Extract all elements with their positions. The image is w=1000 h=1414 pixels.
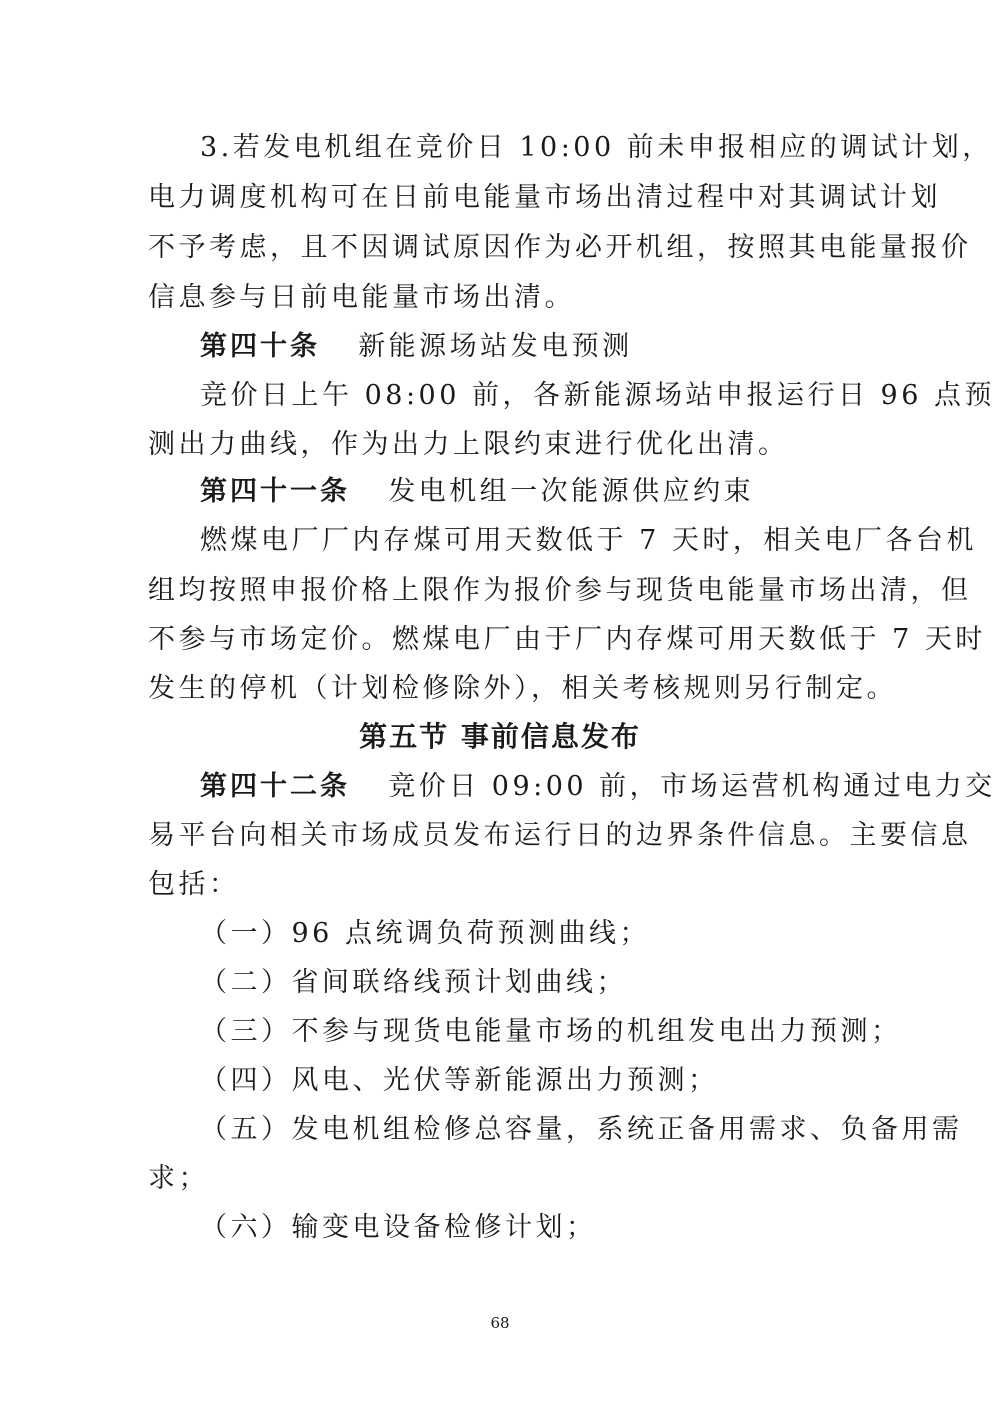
list-item: （一）96 点统调负荷预测曲线； — [200, 918, 650, 949]
paragraph-line: 组均按照申报价格上限作为报价参与现货电能量市场出清，但 — [148, 575, 972, 606]
article-title: 新能源场站发电预测 — [358, 331, 633, 362]
section-heading: 第五节 事前信息发布 — [359, 720, 641, 753]
paragraph-line: 易平台向相关市场成员发布运行日的边界条件信息。主要信息 — [148, 820, 972, 851]
list-item: （二）省间联络线预计划曲线； — [200, 967, 627, 998]
paragraph-line: 3.若发电机组在竞价日 10:00 前未申报相应的调试计划， — [200, 132, 993, 163]
article-label: 第四十条 — [200, 331, 320, 362]
paragraph-line: 发生的停机（计划检修除外），相关考核规则另行制定。 — [148, 673, 897, 704]
list-item: 求； — [148, 1163, 209, 1194]
paragraph-line: 信息参与日前电能量市场出清。 — [148, 282, 575, 313]
article-41-heading — [200, 472, 860, 512]
list-item: （六）输变电设备检修计划； — [200, 1212, 597, 1243]
list-item: （四）风电、光伏等新能源出力预测； — [200, 1065, 719, 1096]
page-number: 68 — [490, 1314, 510, 1332]
paragraph-line: 包括： — [148, 869, 240, 900]
article-42-heading — [200, 767, 996, 807]
paragraph-line: 测出力曲线，作为出力上限约束进行优化出清。 — [148, 429, 789, 460]
paragraph-line: 不予考虑，且不因调试原因作为必开机组，按照其电能量报价 — [148, 232, 972, 263]
article-lead-text: 竞价日 09:00 前，市场运营机构通过电力交 — [388, 771, 996, 802]
list-item: （五）发电机组检修总容量，系统正备用需求、负备用需 — [200, 1114, 963, 1145]
article-label: 第四十一条 — [200, 476, 350, 507]
paragraph-line: 不参与市场定价。燃煤电厂由于厂内存煤可用天数低于 7 天时 — [148, 624, 986, 655]
article-title: 发电机组一次能源供应约束 — [388, 476, 755, 507]
paragraph-line: 竞价日上午 08:00 前，各新能源场站申报运行日 96 点预 — [200, 380, 995, 411]
article-40-heading — [200, 327, 860, 367]
paragraph-line: 燃煤电厂厂内存煤可用天数低于 7 天时，相关电厂各台机 — [200, 525, 977, 556]
article-label: 第四十二条 — [200, 771, 350, 802]
paragraph-line: 电力调度机构可在日前电能量市场出清过程中对其调试计划 — [148, 182, 941, 213]
list-item: （三）不参与现货电能量市场的机组发电出力预测； — [200, 1016, 902, 1047]
